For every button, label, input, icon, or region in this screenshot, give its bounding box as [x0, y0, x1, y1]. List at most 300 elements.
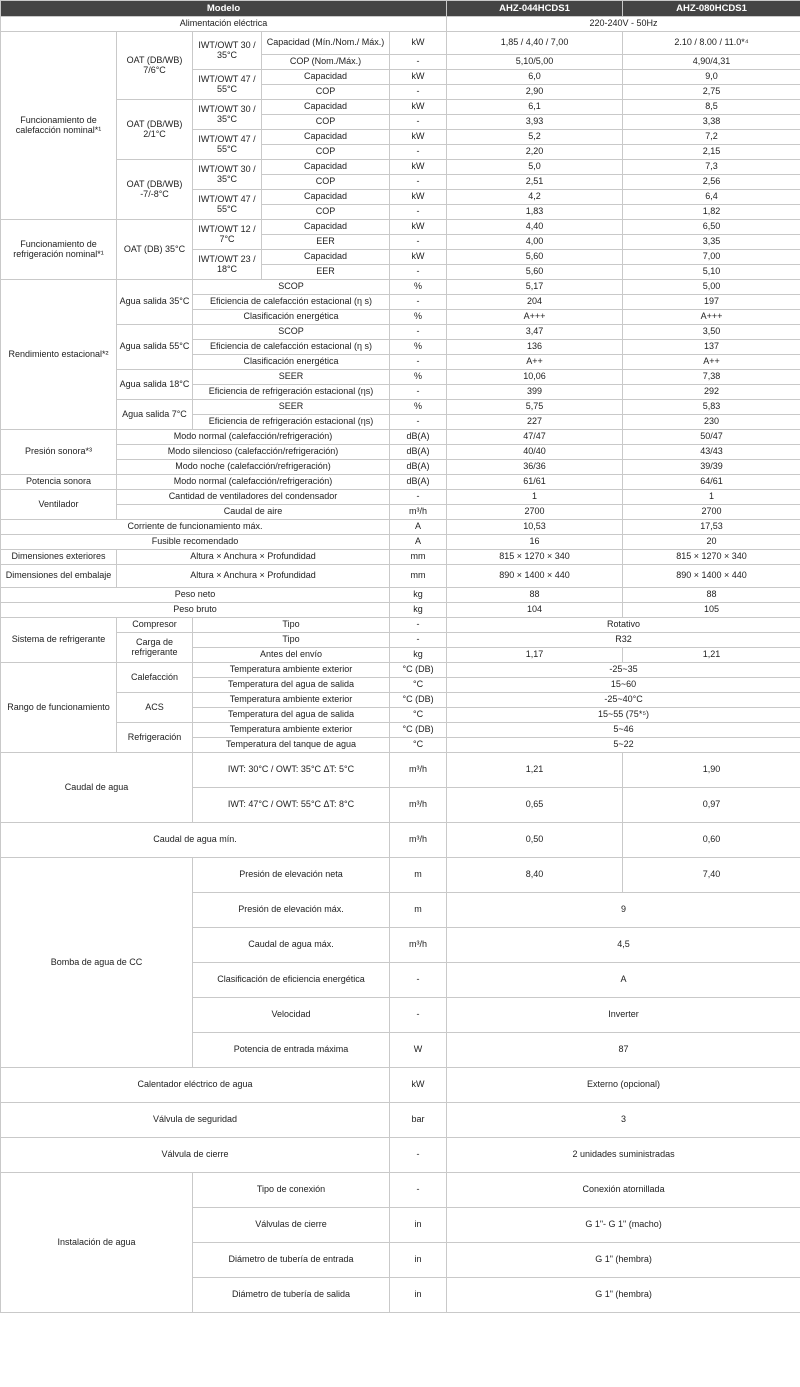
- value-1: 1,83: [447, 205, 623, 220]
- value-2: 5,10: [623, 265, 800, 280]
- value-1: 40/40: [447, 445, 623, 460]
- table-row: [1, 505, 800, 520]
- unit: -: [390, 55, 447, 70]
- unit: -: [390, 295, 447, 310]
- value-1: 204: [447, 295, 623, 310]
- unit: mm: [390, 565, 447, 588]
- unit: kW: [390, 130, 447, 145]
- param-label: Presión de elevación máx.: [193, 893, 390, 928]
- value-2: 197: [623, 295, 800, 310]
- value-1: 1,17: [447, 648, 623, 663]
- param-label: COP: [262, 115, 390, 130]
- iwt-label: IWT/OWT 30 / 35°C: [193, 100, 262, 130]
- table-row: [1, 520, 800, 535]
- value-2: 7,40: [623, 858, 800, 893]
- param-label: Peso bruto: [1, 603, 390, 618]
- sub-label: Carga de refrigerante: [117, 633, 193, 663]
- unit: -: [390, 115, 447, 130]
- param-label: Eficiencia de refrigeración estacional (ηs): [193, 385, 390, 400]
- value-1: 47/47: [447, 430, 623, 445]
- param-label: COP: [262, 205, 390, 220]
- unit: mm: [390, 550, 447, 565]
- value-1: 2700: [447, 505, 623, 520]
- param-label: SEER: [193, 370, 390, 385]
- value-2: 3,38: [623, 115, 800, 130]
- dimemb-label: Dimensiones del embalaje: [1, 565, 117, 588]
- param-label: EER: [262, 235, 390, 250]
- param-label: Modo noche (calefacción/refrigeración): [117, 460, 390, 475]
- table-row: [1, 588, 800, 603]
- value-1: 5,75: [447, 400, 623, 415]
- value-merged: 5~22: [447, 738, 800, 753]
- unit: -: [390, 490, 447, 505]
- unit: -: [390, 235, 447, 250]
- value-1: 16: [447, 535, 623, 550]
- table-row: [1, 400, 800, 415]
- value-merged: 9: [447, 893, 800, 928]
- value-1: 2,51: [447, 175, 623, 190]
- param-label: Capacidad: [262, 190, 390, 205]
- value-2: 64/61: [623, 475, 800, 490]
- unit: dB(A): [390, 460, 447, 475]
- iwt-label: IWT/OWT 47 / 55°C: [193, 70, 262, 100]
- value-2: 890 × 1400 × 440: [623, 565, 800, 588]
- param-label: Temperatura ambiente exterior: [193, 723, 390, 738]
- value-2: 1,82: [623, 205, 800, 220]
- param-label: Tipo: [193, 633, 390, 648]
- table-row: [1, 370, 800, 385]
- table-row: [1, 220, 800, 235]
- value-1: 227: [447, 415, 623, 430]
- param-label: Diámetro de tubería de entrada: [193, 1243, 390, 1278]
- caudal-group: Caudal de agua: [1, 753, 193, 823]
- value-1: A+++: [447, 310, 623, 325]
- iwt-label: IWT/OWT 30 / 35°C: [193, 32, 262, 70]
- param-label: SCOP: [193, 325, 390, 340]
- unit: m³/h: [390, 928, 447, 963]
- param-label: Eficiencia de calefacción estacional (η s): [193, 340, 390, 355]
- iwt-label: IWT/OWT 23 / 18°C: [193, 250, 262, 280]
- value-2: 8,5: [623, 100, 800, 115]
- unit: m³/h: [390, 505, 447, 520]
- value-2: 292: [623, 385, 800, 400]
- alim-value: 220-240V - 50Hz: [447, 17, 800, 32]
- param-label: Válvula de cierre: [1, 1138, 390, 1173]
- value-merged: Externo (opcional): [447, 1068, 800, 1103]
- value-1: 10,53: [447, 520, 623, 535]
- table-row: [1, 280, 800, 295]
- unit: m: [390, 858, 447, 893]
- param-label: Diámetro de tubería de salida: [193, 1278, 390, 1313]
- table-row: [1, 32, 800, 55]
- value-merged: G 1" (hembra): [447, 1278, 800, 1313]
- table-row: [1, 535, 800, 550]
- unit: kW: [390, 160, 447, 175]
- param-label: COP: [262, 175, 390, 190]
- oat-label: OAT (DB) 35°C: [117, 220, 193, 280]
- table-row: [1, 475, 800, 490]
- value-1: 2,90: [447, 85, 623, 100]
- sub-label: Calefacción: [117, 663, 193, 693]
- param-label: Temperatura del agua de salida: [193, 708, 390, 723]
- unit: -: [390, 85, 447, 100]
- value-1: 4,00: [447, 235, 623, 250]
- param-label: Clasificación de eficiencia energética: [193, 963, 390, 998]
- model-1-header: AHZ-044HCDS1: [447, 1, 623, 17]
- param-label: Tipo de conexión: [193, 1173, 390, 1208]
- param-label: Potencia de entrada máxima: [193, 1033, 390, 1068]
- unit: kg: [390, 648, 447, 663]
- value-1: A++: [447, 355, 623, 370]
- water-label: Agua salida 18°C: [117, 370, 193, 400]
- unit: kW: [390, 70, 447, 85]
- unit: bar: [390, 1103, 447, 1138]
- bomba-group: Bomba de agua de CC: [1, 858, 193, 1068]
- value-2: A++: [623, 355, 800, 370]
- unit: -: [390, 385, 447, 400]
- value-merged: 15~55 (75*⁵): [447, 708, 800, 723]
- unit: %: [390, 310, 447, 325]
- param-label: SEER: [193, 400, 390, 415]
- param-label: Temperatura ambiente exterior: [193, 663, 390, 678]
- value-2: 2,75: [623, 85, 800, 100]
- value-2: 39/39: [623, 460, 800, 475]
- param-label: Capacidad: [262, 100, 390, 115]
- value-1: 1: [447, 490, 623, 505]
- value-1: 104: [447, 603, 623, 618]
- value-1: 4,40: [447, 220, 623, 235]
- rend-group: Rendimiento estacional*²: [1, 280, 117, 430]
- table-row: [1, 693, 800, 708]
- value-1: 5,60: [447, 265, 623, 280]
- unit: in: [390, 1208, 447, 1243]
- param-label: Válvulas de cierre: [193, 1208, 390, 1243]
- value-merged: G 1"- G 1" (macho): [447, 1208, 800, 1243]
- value-1: 4,2: [447, 190, 623, 205]
- value-merged: A: [447, 963, 800, 998]
- inst-group: Instalación de agua: [1, 1173, 193, 1313]
- param-label: Calentador eléctrico de agua: [1, 1068, 390, 1103]
- value-2: 1,90: [623, 753, 800, 788]
- unit: -: [390, 355, 447, 370]
- value-2: 2,56: [623, 175, 800, 190]
- value-2: 0,60: [623, 823, 800, 858]
- value-merged: 87: [447, 1033, 800, 1068]
- value-merged: -25~40°C: [447, 693, 800, 708]
- unit: m: [390, 893, 447, 928]
- value-2: 137: [623, 340, 800, 355]
- value-1: 815 × 1270 × 340: [447, 550, 623, 565]
- param-label: Clasificación energética: [193, 310, 390, 325]
- value-1: 5,60: [447, 250, 623, 265]
- value-2: 3,35: [623, 235, 800, 250]
- table-row: [1, 618, 800, 633]
- alim-label: Alimentación eléctrica: [1, 17, 447, 32]
- param-label: Modo normal (calefacción/refrigeración): [117, 475, 390, 490]
- unit: -: [390, 205, 447, 220]
- param-label: Capacidad: [262, 130, 390, 145]
- param-label: Capacidad: [262, 160, 390, 175]
- unit: -: [390, 618, 447, 633]
- param-label: Altura × Anchura × Profundidad: [117, 550, 390, 565]
- unit: °C (DB): [390, 723, 447, 738]
- header-row: [1, 1, 800, 17]
- value-2: 7,00: [623, 250, 800, 265]
- param-label: Fusible recomendado: [1, 535, 390, 550]
- unit: dB(A): [390, 475, 447, 490]
- unit: dB(A): [390, 445, 447, 460]
- param-label: IWT: 30°C / OWT: 35°C ΔT: 5°C: [193, 753, 390, 788]
- value-1: 3,47: [447, 325, 623, 340]
- table-row: [1, 565, 800, 588]
- value-2: 5,00: [623, 280, 800, 295]
- param-label: Eficiencia de calefacción estacional (η s): [193, 295, 390, 310]
- value-1: 399: [447, 385, 623, 400]
- unit: %: [390, 280, 447, 295]
- iwt-label: IWT/OWT 47 / 55°C: [193, 190, 262, 220]
- value-1: 1,85 / 4,40 / 7,00: [447, 32, 623, 55]
- modelo-header: Modelo: [1, 1, 447, 17]
- param-label: Velocidad: [193, 998, 390, 1033]
- unit: kW: [390, 220, 447, 235]
- value-1: 6,1: [447, 100, 623, 115]
- table-row: [1, 100, 800, 115]
- param-label: Presión de elevación neta: [193, 858, 390, 893]
- dimext-label: Dimensiones exteriores: [1, 550, 117, 565]
- param-label: Peso neto: [1, 588, 390, 603]
- oat-label: OAT (DB/WB) 2/1°C: [117, 100, 193, 160]
- value-2: 6,4: [623, 190, 800, 205]
- unit: m³/h: [390, 753, 447, 788]
- value-merged: Rotativo: [447, 618, 800, 633]
- value-merged: 2 unidades suministradas: [447, 1138, 800, 1173]
- iwt-label: IWT/OWT 47 / 55°C: [193, 130, 262, 160]
- value-merged: R32: [447, 633, 800, 648]
- value-2: 88: [623, 588, 800, 603]
- table-row: [1, 550, 800, 565]
- table-row: [1, 430, 800, 445]
- table-row: [1, 160, 800, 175]
- param-label: SCOP: [193, 280, 390, 295]
- value-merged: Conexión atornillada: [447, 1173, 800, 1208]
- value-1: 890 × 1400 × 440: [447, 565, 623, 588]
- value-2: 105: [623, 603, 800, 618]
- unit: A: [390, 520, 447, 535]
- table-row: [1, 325, 800, 340]
- value-merged: Inverter: [447, 998, 800, 1033]
- unit: kW: [390, 100, 447, 115]
- value-2: A+++: [623, 310, 800, 325]
- value-1: 88: [447, 588, 623, 603]
- value-1: 5,17: [447, 280, 623, 295]
- oat-label: OAT (DB/WB) 7/6°C: [117, 32, 193, 100]
- value-2: 6,50: [623, 220, 800, 235]
- param-label: Tipo: [193, 618, 390, 633]
- unit: -: [390, 415, 447, 430]
- value-1: 5,10/5,00: [447, 55, 623, 70]
- water-label: Agua salida 55°C: [117, 325, 193, 370]
- value-2: 43/43: [623, 445, 800, 460]
- table-row: [1, 633, 800, 648]
- value-merged: 5~46: [447, 723, 800, 738]
- param-label: COP (Nom./Máx.): [262, 55, 390, 70]
- refr-group: Funcionamiento de refrigeración nominal*¹: [1, 220, 117, 280]
- value-2: 1: [623, 490, 800, 505]
- value-2: 9,0: [623, 70, 800, 85]
- unit: °C (DB): [390, 663, 447, 678]
- value-merged: 15~60: [447, 678, 800, 693]
- param-label: Capacidad: [262, 250, 390, 265]
- unit: kg: [390, 603, 447, 618]
- param-label: Modo silencioso (calefacción/refrigeración): [117, 445, 390, 460]
- unit: kW: [390, 250, 447, 265]
- table-row: [1, 460, 800, 475]
- iwt-label: IWT/OWT 12 / 7°C: [193, 220, 262, 250]
- table-row: [1, 823, 800, 858]
- value-1: 8,40: [447, 858, 623, 893]
- iwt-label: IWT/OWT 30 / 35°C: [193, 160, 262, 190]
- param-label: COP: [262, 145, 390, 160]
- value-1: 36/36: [447, 460, 623, 475]
- table-row: [1, 663, 800, 678]
- model-2-header: AHZ-080HCDS1: [623, 1, 800, 17]
- value-2: 2700: [623, 505, 800, 520]
- unit: -: [390, 1173, 447, 1208]
- param-label: Antes del envío: [193, 648, 390, 663]
- table-row: [1, 445, 800, 460]
- sub-label: ACS: [117, 693, 193, 723]
- unit: °C: [390, 738, 447, 753]
- unit: %: [390, 400, 447, 415]
- param-label: Caudal de agua mín.: [1, 823, 390, 858]
- value-2: 50/47: [623, 430, 800, 445]
- unit: %: [390, 370, 447, 385]
- unit: dB(A): [390, 430, 447, 445]
- param-label: Temperatura del tanque de agua: [193, 738, 390, 753]
- param-label: Modo normal (calefacción/refrigeración): [117, 430, 390, 445]
- value-merged: 4,5: [447, 928, 800, 963]
- param-label: Clasificación energética: [193, 355, 390, 370]
- unit: -: [390, 963, 447, 998]
- param-label: COP: [262, 85, 390, 100]
- unit: °C: [390, 708, 447, 723]
- param-label: Válvula de seguridad: [1, 1103, 390, 1138]
- unit: °C (DB): [390, 693, 447, 708]
- sub-label: Compresor: [117, 618, 193, 633]
- value-merged: -25~35: [447, 663, 800, 678]
- param-label: Altura × Anchura × Profundidad: [117, 565, 390, 588]
- table-row: [1, 1173, 800, 1208]
- value-2: 7,38: [623, 370, 800, 385]
- oat-label: OAT (DB/WB) -7/-8°C: [117, 160, 193, 220]
- value-1: 6,0: [447, 70, 623, 85]
- table-row: [1, 753, 800, 788]
- param-label: Caudal de aire: [117, 505, 390, 520]
- table-row: [1, 603, 800, 618]
- unit: A: [390, 535, 447, 550]
- value-1: 5,0: [447, 160, 623, 175]
- param-label: Eficiencia de refrigeración estacional (ηs): [193, 415, 390, 430]
- value-merged: G 1" (hembra): [447, 1243, 800, 1278]
- param-label: Capacidad: [262, 70, 390, 85]
- unit: W: [390, 1033, 447, 1068]
- value-2: 7,2: [623, 130, 800, 145]
- param-label: Capacidad: [262, 220, 390, 235]
- unit: kg: [390, 588, 447, 603]
- value-2: 3,50: [623, 325, 800, 340]
- water-label: Agua salida 35°C: [117, 280, 193, 325]
- alim-row: [1, 17, 800, 32]
- rango-group: Rango de funcionamiento: [1, 663, 117, 753]
- param-label: Caudal de agua máx.: [193, 928, 390, 963]
- value-2: 1,21: [623, 648, 800, 663]
- table-row: [1, 490, 800, 505]
- sisref-group: Sistema de refrigerante: [1, 618, 117, 663]
- table-row: [1, 1138, 800, 1173]
- param-label: IWT: 47°C / OWT: 55°C ΔT: 8°C: [193, 788, 390, 823]
- calef-group: Funcionamiento de calefacción nominal*¹: [1, 32, 117, 220]
- value-2: 815 × 1270 × 340: [623, 550, 800, 565]
- unit: -: [390, 175, 447, 190]
- value-2: 5,83: [623, 400, 800, 415]
- param-label: Cantidad de ventiladores del condensador: [117, 490, 390, 505]
- value-1: 10,06: [447, 370, 623, 385]
- value-2: 7,3: [623, 160, 800, 175]
- param-label: Capacidad (Mín./Nom./ Máx.): [262, 32, 390, 55]
- unit: in: [390, 1278, 447, 1313]
- value-2: 4,90/4,31: [623, 55, 800, 70]
- unit: °C: [390, 678, 447, 693]
- water-label: Agua salida 7°C: [117, 400, 193, 430]
- unit: m³/h: [390, 788, 447, 823]
- param-label: Temperatura ambiente exterior: [193, 693, 390, 708]
- param-label: EER: [262, 265, 390, 280]
- value-2: 230: [623, 415, 800, 430]
- sub-label: Refrigeración: [117, 723, 193, 753]
- value-2: 0,97: [623, 788, 800, 823]
- sonora-group: Presión sonora*³: [1, 430, 117, 475]
- unit: m³/h: [390, 823, 447, 858]
- unit: -: [390, 998, 447, 1033]
- unit: in: [390, 1243, 447, 1278]
- unit: kW: [390, 32, 447, 55]
- value-1: 2,20: [447, 145, 623, 160]
- param-label: Temperatura del agua de salida: [193, 678, 390, 693]
- param-label: Corriente de funcionamiento máx.: [1, 520, 390, 535]
- value-1: 0,65: [447, 788, 623, 823]
- table-row: [1, 1068, 800, 1103]
- value-2: 2.10 / 8.00 / 11.0*⁴: [623, 32, 800, 55]
- value-1: 3,93: [447, 115, 623, 130]
- value-2: 20: [623, 535, 800, 550]
- unit: %: [390, 340, 447, 355]
- potson-label: Potencia sonora: [1, 475, 117, 490]
- value-merged: 3: [447, 1103, 800, 1138]
- value-1: 61/61: [447, 475, 623, 490]
- vent-group: Ventilador: [1, 490, 117, 520]
- unit: -: [390, 145, 447, 160]
- unit: -: [390, 325, 447, 340]
- unit: -: [390, 1138, 447, 1173]
- unit: kW: [390, 1068, 447, 1103]
- table-row: [1, 858, 800, 893]
- unit: -: [390, 633, 447, 648]
- value-1: 1,21: [447, 753, 623, 788]
- unit: -: [390, 265, 447, 280]
- table-row: [1, 723, 800, 738]
- value-2: 17,53: [623, 520, 800, 535]
- value-1: 136: [447, 340, 623, 355]
